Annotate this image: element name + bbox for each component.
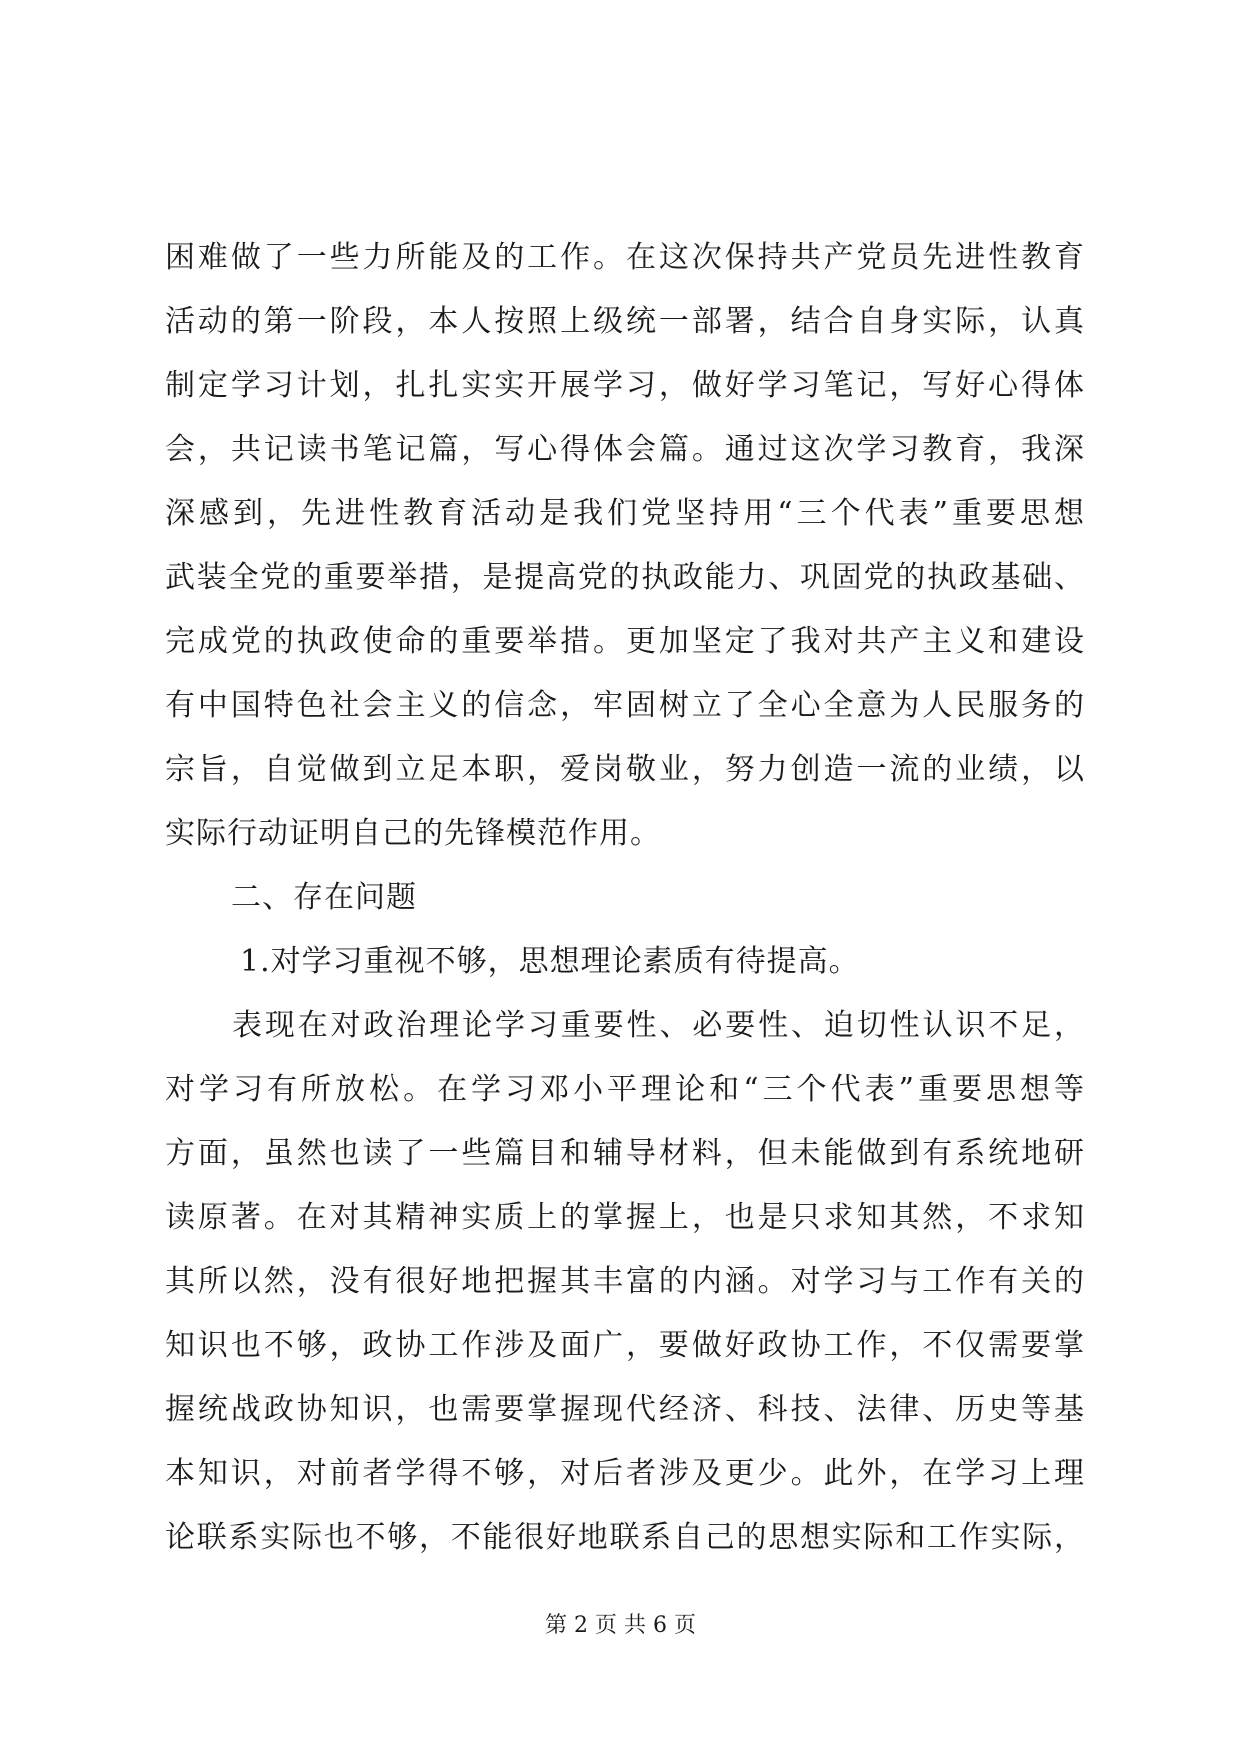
text-line: 其所以然，没有很好地把握其丰富的内涵。对学习与工作有关的 <box>165 1264 1085 1299</box>
text-line: 深感到，先进性教育活动是我们党坚持用“三个代表”重要思想 <box>165 496 1085 531</box>
document-body <box>165 226 1085 1570</box>
text-line: 宗旨，自觉做到立足本职，爱岗敬业，努力创造一流的业绩，以 <box>165 752 1085 787</box>
text-line: 完成党的执政使命的重要举措。更加坚定了我对共产主义和建设 <box>165 624 1085 659</box>
section-heading: 二、存在问题 <box>231 880 417 915</box>
text-line: 实际行动证明自己的先锋模范作用。 <box>165 816 661 851</box>
page-number-footer: 第 2 页 共 6 页 <box>545 1613 696 1638</box>
text-line: 武装全党的重要举措，是提高党的执政能力、巩固党的执政基础、 <box>165 560 1085 595</box>
list-item-heading: 1.对学习重视不够，思想理论素质有待提高。 <box>240 944 860 979</box>
text-line: 读原著。在对其精神实质上的掌握上，也是只求知其然，不求知 <box>165 1200 1085 1235</box>
text-line: 会，共记读书笔记篇，写心得体会篇。通过这次学习教育，我深 <box>165 432 1085 467</box>
text-line: 困难做了一些力所能及的工作。在这次保持共产党员先进性教育 <box>165 240 1085 275</box>
text-line: 知识也不够，政协工作涉及面广，要做好政协工作，不仅需要掌 <box>165 1328 1085 1363</box>
text-line: 有中国特色社会主义的信念，牢固树立了全心全意为人民服务的 <box>165 688 1085 723</box>
text-line: 握统战政协知识，也需要掌握现代经济、科技、法律、历史等基 <box>165 1392 1085 1427</box>
text-line: 制定学习计划，扎扎实实开展学习，做好学习笔记，写好心得体 <box>165 368 1085 403</box>
text-line: 对学习有所放松。在学习邓小平理论和“三个代表”重要思想等 <box>165 1072 1085 1107</box>
paragraph-first-line: 表现在对政治理论学习重要性、必要性、迫切性认识不足， <box>232 1008 1085 1043</box>
text-line: 方面，虽然也读了一些篇目和辅导材料，但未能做到有系统地研 <box>165 1136 1085 1171</box>
text-line: 活动的第一阶段，本人按照上级统一部署，结合自身实际，认真 <box>165 304 1085 339</box>
text-line: 论联系实际也不够，不能很好地联系自己的思想实际和工作实际， <box>165 1520 1085 1555</box>
text-line: 本知识，对前者学得不够，对后者涉及更少。此外，在学习上理 <box>165 1456 1085 1491</box>
